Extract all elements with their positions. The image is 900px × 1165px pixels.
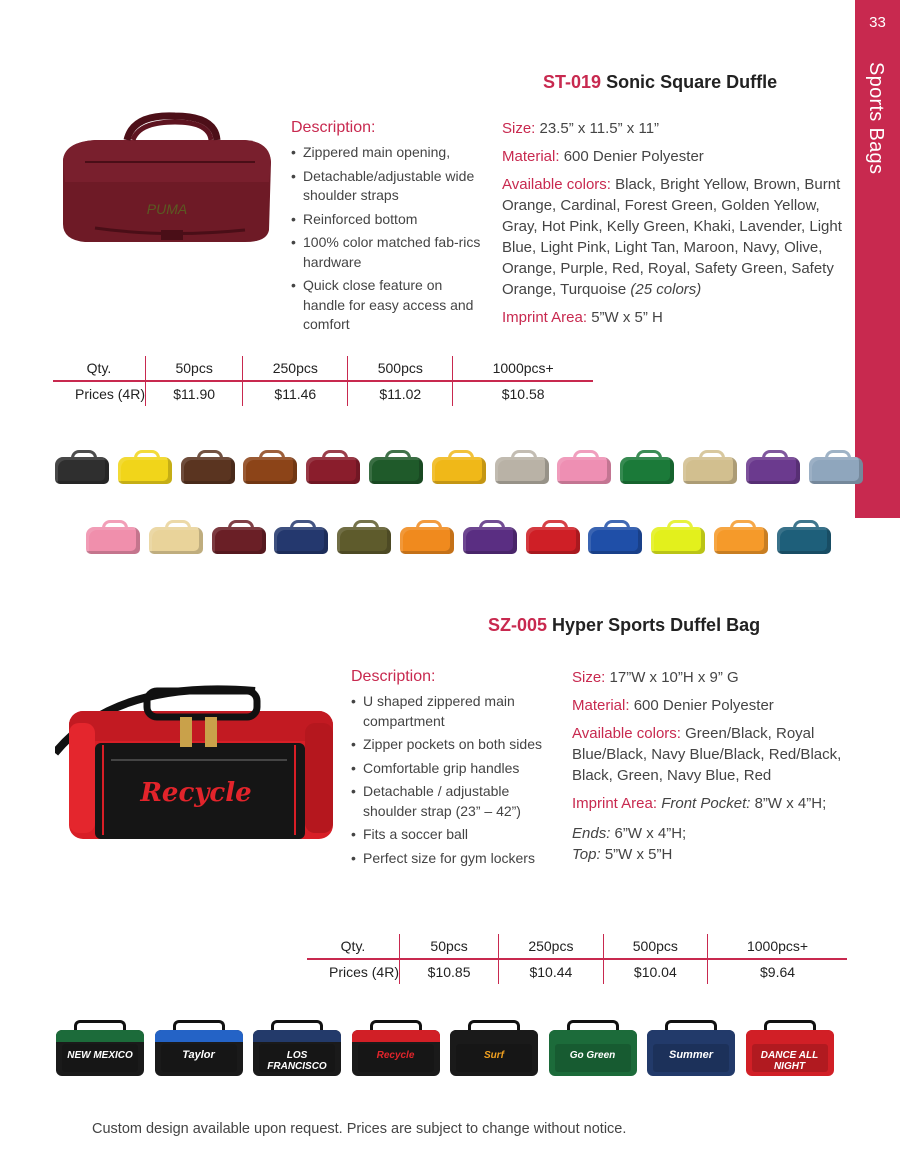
description-item: • Comfortable grip handles xyxy=(351,759,551,779)
price-header-qty: Qty. xyxy=(53,356,146,381)
bag-body xyxy=(463,527,517,554)
bag-imprint-text: Recycle xyxy=(376,1050,415,1061)
color-swatch-bag xyxy=(618,448,676,486)
bag-imprint-text: NEW MEXICO xyxy=(67,1050,133,1061)
description-block xyxy=(291,119,486,339)
color-swatch-bag xyxy=(681,448,739,486)
price-header-qty: Qty. xyxy=(307,934,400,959)
variant-row xyxy=(54,1018,842,1078)
description-list xyxy=(291,143,486,335)
color-swatch-bag xyxy=(430,448,488,486)
product-image-hyper-duffel xyxy=(55,683,337,848)
imprint-label: Imprint Area: xyxy=(572,795,658,812)
color-swatch-bag xyxy=(712,518,770,556)
color-swatch-bag xyxy=(84,518,142,556)
color-swatch-bag xyxy=(775,518,833,556)
description-item: • Perfect size for gym lockers xyxy=(351,849,551,869)
variant-bag xyxy=(744,1018,836,1078)
colors-label: Available colors: xyxy=(502,176,611,193)
color-swatch-bag xyxy=(53,448,111,486)
bag-trim xyxy=(56,1030,144,1042)
price-header: 500pcs xyxy=(603,934,707,959)
color-swatch-bag xyxy=(524,518,582,556)
price-row-label: Prices (4R) xyxy=(328,964,399,980)
bag-trim xyxy=(352,1030,440,1042)
duffel-bag-illustration xyxy=(55,683,337,848)
color-swatch-bag xyxy=(807,448,865,486)
bag-imprint-text: DANCE ALL NIGHT xyxy=(760,1050,819,1072)
bag-body xyxy=(181,457,235,484)
spec-imprint-ends xyxy=(572,823,847,844)
spec-imprint-top xyxy=(572,844,847,865)
bag-imprint-text: Recycle xyxy=(140,778,252,808)
spec-imprint xyxy=(572,793,847,814)
spec-size xyxy=(502,118,847,139)
imprint-label: Imprint Area: xyxy=(502,309,588,326)
bag-body xyxy=(683,457,737,484)
bag-trim xyxy=(450,1030,538,1042)
bag-imprint-text: Summer xyxy=(668,1049,714,1061)
bag-trim xyxy=(647,1030,735,1042)
color-swatch-bag xyxy=(555,448,613,486)
bag-body xyxy=(588,527,642,554)
bag-body xyxy=(55,457,109,484)
imprint-front-label: Front Pocket: xyxy=(661,795,751,812)
variant-bag xyxy=(251,1018,343,1078)
variant-bag xyxy=(547,1018,639,1078)
bag-body xyxy=(777,527,831,554)
description-item: • 100% color matched fab-rics hardware xyxy=(291,233,486,272)
price-header: 50pcs xyxy=(400,934,499,959)
product-title xyxy=(543,72,777,93)
bag-body xyxy=(118,457,172,484)
price-row-label: Prices (4R) xyxy=(74,386,145,402)
spec-size xyxy=(572,667,847,688)
color-swatch-bag xyxy=(116,448,174,486)
color-swatch-bag xyxy=(744,448,802,486)
colors-value: Green/Black, Royal Blue/Black, Navy Blue/Black, Red/Black, Black, Green, Navy Blue, Red xyxy=(572,725,842,784)
price-cell: $10.04 xyxy=(603,959,707,984)
variant-bag xyxy=(645,1018,737,1078)
bag-imprint-text: Surf xyxy=(484,1050,504,1061)
imprint-ends-label: Ends: xyxy=(572,825,611,842)
product-code: SZ-005 xyxy=(488,615,548,635)
price-cell: $11.46 xyxy=(243,381,348,406)
material-label: Material: xyxy=(572,697,630,714)
material-value: 600 Denier Polyester xyxy=(563,148,704,165)
description-item: • Quick close feature on handle for easy access and comfort xyxy=(291,276,486,335)
bag-body xyxy=(400,527,454,554)
duffle-bag-illustration xyxy=(55,112,277,252)
color-swatch-bag xyxy=(586,518,644,556)
description-item: • Detachable / adjustable shoulder strap (23” – 42”) xyxy=(351,782,551,821)
color-swatch-bag xyxy=(335,518,393,556)
price-header: 500pcs xyxy=(348,356,453,381)
price-header: 1000pcs+ xyxy=(453,356,593,381)
color-swatch-bag xyxy=(241,448,299,486)
price-cell: $11.02 xyxy=(348,381,453,406)
bag-body xyxy=(149,527,203,554)
bag-trim xyxy=(746,1030,834,1042)
variant-bag xyxy=(448,1018,540,1078)
product-name: Hyper Sports Duffel Bag xyxy=(552,615,761,635)
price-table xyxy=(307,934,847,984)
bag-body xyxy=(809,457,863,484)
bag-imprint-text: Go Green xyxy=(569,1050,616,1061)
size-label: Size: xyxy=(572,669,606,686)
material-value: 600 Denier Polyester xyxy=(633,697,774,714)
price-cell: $10.44 xyxy=(499,959,603,984)
description-item: • Zipper pockets on both sides xyxy=(351,735,551,755)
imprint-ends-value: 6”W x 4”H; xyxy=(614,825,687,842)
variant-bag xyxy=(54,1018,146,1078)
product-title xyxy=(488,615,760,636)
bag-body xyxy=(746,457,800,484)
bag-body xyxy=(432,457,486,484)
color-swatch-bag xyxy=(398,518,456,556)
spec-colors xyxy=(572,723,847,786)
color-swatch-bag xyxy=(367,448,425,486)
bag-imprint-text: LOS FRANCISCO xyxy=(267,1050,327,1072)
bag-body xyxy=(212,527,266,554)
description-label: Description: xyxy=(291,119,376,136)
bag-body xyxy=(557,457,611,484)
section-tab-label: Sports Bags xyxy=(865,62,887,175)
section-tab xyxy=(855,0,900,518)
spec-material xyxy=(572,695,847,716)
spec-imprint xyxy=(502,307,847,328)
price-header: 250pcs xyxy=(243,356,348,381)
spec-colors xyxy=(502,174,847,300)
bag-trim xyxy=(253,1030,341,1042)
description-item: • Zippered main opening, xyxy=(291,143,486,163)
color-swatch-bag xyxy=(147,518,205,556)
description-block xyxy=(351,668,551,872)
bag-trim xyxy=(549,1030,637,1042)
color-swatch-bag xyxy=(493,448,551,486)
bag-trim xyxy=(155,1030,243,1042)
description-item: • U shaped zippered main compartment xyxy=(351,692,551,731)
imprint-top-label: Top: xyxy=(572,846,601,863)
footer-note: Custom design available upon request. Prices are subject to change without notice. xyxy=(92,1121,627,1137)
spec-block xyxy=(502,118,847,335)
price-cell: $9.64 xyxy=(708,959,847,984)
price-cell: $11.90 xyxy=(146,381,243,406)
variant-bag xyxy=(153,1018,245,1078)
description-item: • Fits a soccer ball xyxy=(351,825,551,845)
color-swatch-bag xyxy=(649,518,707,556)
description-label: Description: xyxy=(351,668,436,685)
size-label: Size: xyxy=(502,120,536,137)
colors-value: Black, Bright Yellow, Brown, Burnt Orange, Cardinal, Forest Green, Golden Yellow, Gray, Hot Pink, Kelly Green, Khaki, Lavender, Light Blue, Light Pink, Light Tan, Maroon, Navy, Olive, Orange, Purple, Red, Royal, Safety Green, Safety Orange, Turquoise xyxy=(502,176,842,298)
imprint-front-value: 8”W x 4”H; xyxy=(754,795,827,812)
bag-body xyxy=(714,527,768,554)
bag-body xyxy=(274,527,328,554)
size-value: 23.5” x 11.5” x 11” xyxy=(539,120,660,137)
description-item: • Detachable/adjustable wide shoulder straps xyxy=(291,167,486,206)
bag-body xyxy=(495,457,549,484)
bag-body xyxy=(337,527,391,554)
bag-body xyxy=(306,457,360,484)
variant-bag xyxy=(350,1018,442,1078)
size-value: 17”W x 10”H x 9” G xyxy=(609,669,739,686)
color-swatch-bag xyxy=(461,518,519,556)
imprint-value: 5”W x 5” H xyxy=(591,309,663,326)
bag-body xyxy=(526,527,580,554)
bag-body xyxy=(243,457,297,484)
color-swatch-row xyxy=(53,448,869,486)
colors-count: (25 colors) xyxy=(630,281,702,298)
description-item: • Reinforced bottom xyxy=(291,210,486,230)
colors-label: Available colors: xyxy=(572,725,681,742)
color-swatch-row xyxy=(84,518,838,556)
color-swatch-bag xyxy=(179,448,237,486)
bag-body xyxy=(620,457,674,484)
svg-text:PUMA: PUMA xyxy=(146,201,188,217)
spec-block xyxy=(572,667,847,865)
spec-material xyxy=(502,146,847,167)
color-swatch-bag xyxy=(210,518,268,556)
bag-body xyxy=(651,527,705,554)
bag-body xyxy=(369,457,423,484)
bag-imprint-text: Taylor xyxy=(182,1049,215,1061)
page-number: 33 xyxy=(869,14,886,31)
price-table xyxy=(53,356,593,406)
price-header: 1000pcs+ xyxy=(708,934,847,959)
product-name: Sonic Square Duffle xyxy=(606,72,778,92)
color-swatch-bag xyxy=(272,518,330,556)
price-header: 250pcs xyxy=(499,934,603,959)
price-header: 50pcs xyxy=(146,356,243,381)
color-swatch-bag xyxy=(304,448,362,486)
material-label: Material: xyxy=(502,148,560,165)
imprint-top-value: 5”W x 5”H xyxy=(604,846,673,863)
description-list xyxy=(351,692,551,868)
bag-body xyxy=(86,527,140,554)
product-code: ST-019 xyxy=(543,72,602,92)
product-image-sonic-duffle xyxy=(55,112,277,252)
price-cell: $10.58 xyxy=(453,381,593,406)
price-cell: $10.85 xyxy=(400,959,499,984)
